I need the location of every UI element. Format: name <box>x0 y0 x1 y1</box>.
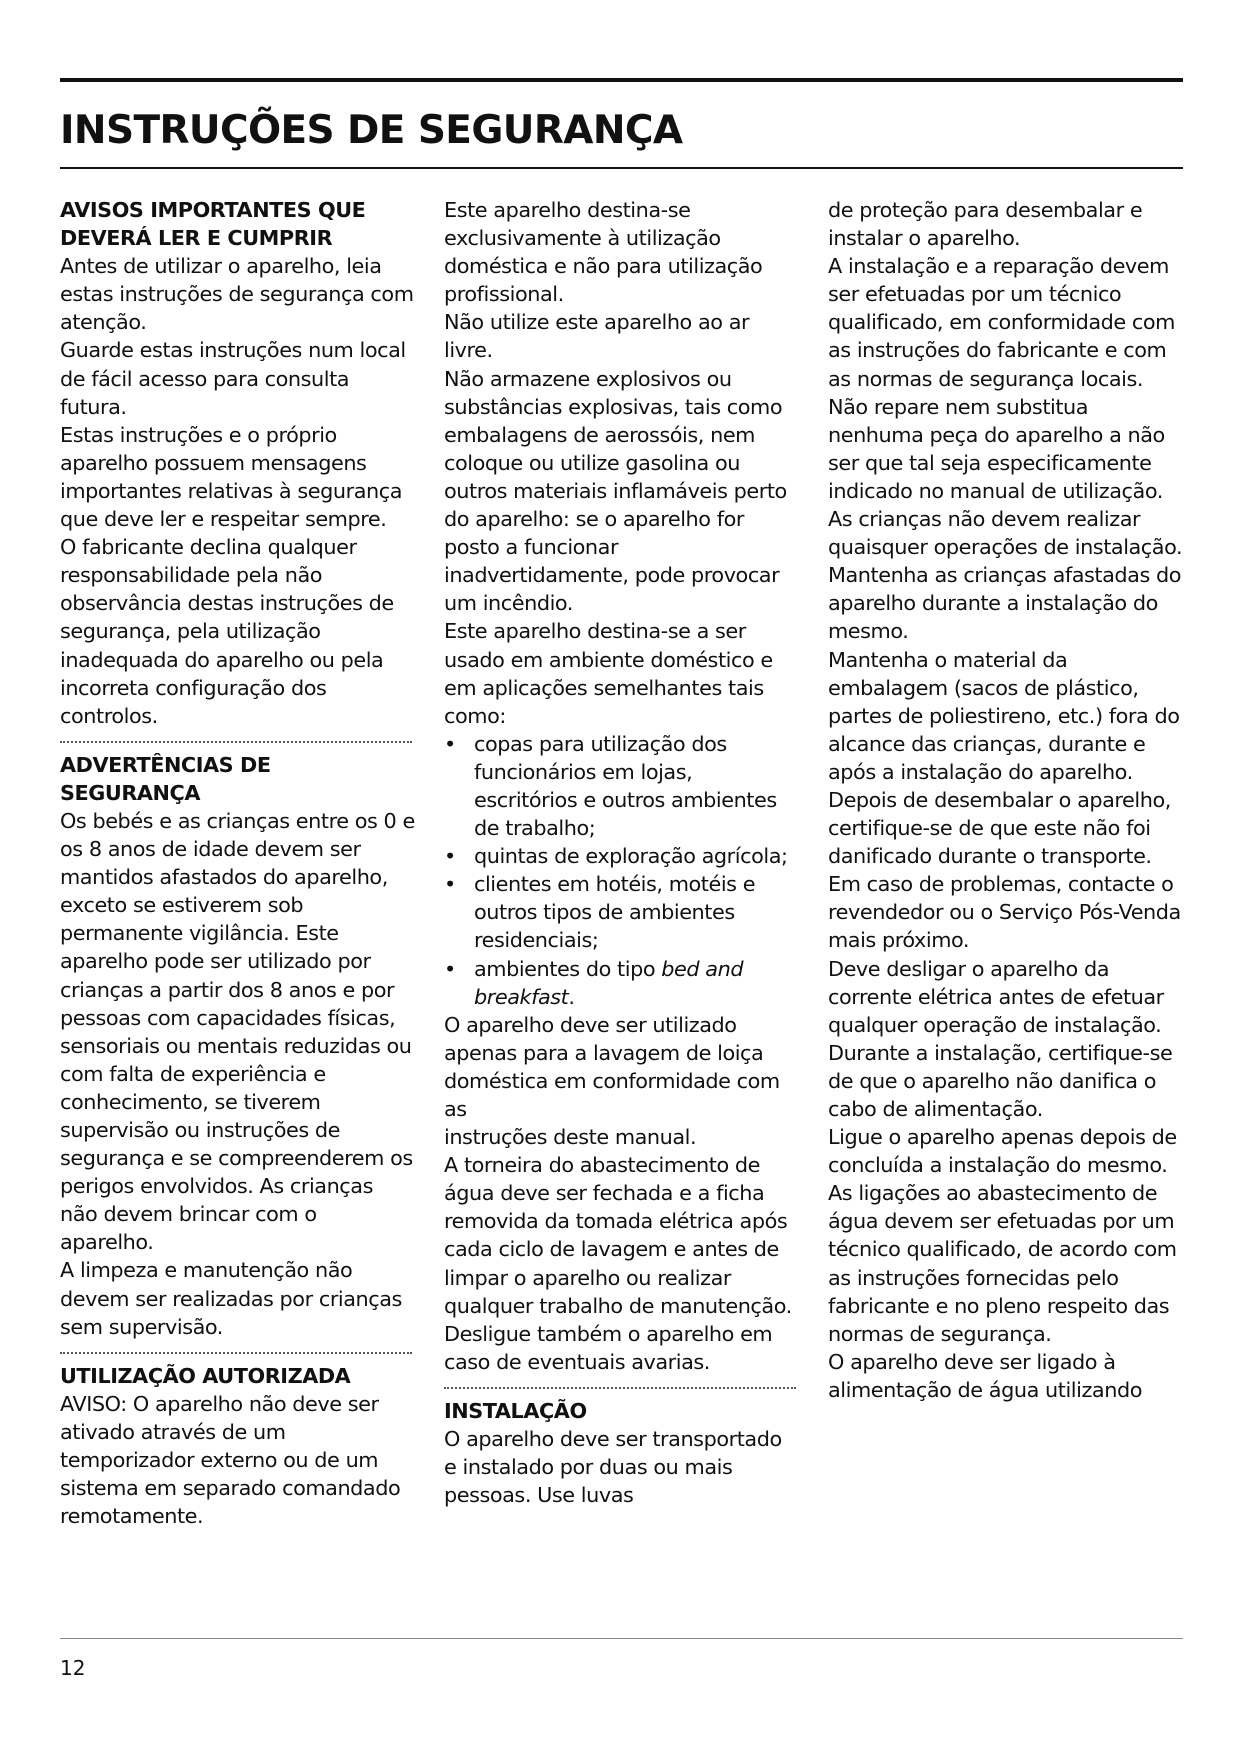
paragraph: Mantenha o material da embalagem (sacos de plástico, partes de poliestireno, etc.) fora do alcance das crianças, durante e após a instalação do aparelho. <box>828 647 1180 784</box>
section-heading-advertencias: ADVERTÊNCIAS DE SEGURANÇA <box>60 752 271 805</box>
paragraph: de proteção para desembalar e instalar o aparelho. <box>828 198 1143 251</box>
list-item <box>444 870 799 954</box>
paragraph: Não utilize este aparelho ao ar livre. <box>444 310 750 363</box>
paragraph: Guarde estas instruções num local de fácil acesso para consulta futura. <box>60 338 406 419</box>
column-1 <box>60 196 415 1530</box>
paragraph: Antes de utilizar o aparelho, leia estas instruções de segurança com atenção. <box>60 254 414 335</box>
bottom-rule <box>60 1638 1183 1639</box>
paragraph: Ligue o aparelho apenas depois de concluída a instalação do mesmo. <box>828 1125 1177 1178</box>
paragraph: Este aparelho destina-se exclusivamente à utilização doméstica e não para utilização profissional. <box>444 198 763 307</box>
paragraph: O aparelho deve ser ligado à alimentação de água utilizando <box>828 1349 1142 1402</box>
paragraph: Não armazene explosivos ou substâncias explosivas, tais como embalagens de aerossóis, nem coloque ou utilize gasolina ou outros materiais inflamáveis perto do aparelho: se o aparelho for posto a funcionar inadvertidamente, pode provocar um incêndio. <box>444 366 787 616</box>
list-item-text-prefix: ambientes do tipo <box>474 956 656 981</box>
paragraph: As ligações ao abastecimento de água devem ser efetuadas por um técnico qualificado, de acordo com as instruções fornecidas pelo fabricante e no pleno respeito das normas de segurança. <box>828 1181 1177 1346</box>
paragraph: A limpeza e manutenção não devem ser realizadas por crianças sem supervisão. <box>60 1258 402 1339</box>
bullet-list <box>444 730 799 1011</box>
page-number: 12 <box>60 1656 86 1680</box>
section-heading-utilizacao: UTILIZAÇÃO AUTORIZADA <box>60 1363 351 1388</box>
paragraph: instruções deste manual. <box>444 1125 697 1150</box>
list-item <box>444 842 799 870</box>
column-3 <box>828 196 1183 1404</box>
paragraph: Desligue também o aparelho em caso de eventuais avarias. <box>444 1321 773 1374</box>
list-item <box>444 955 799 1011</box>
list-item-text: copas para utilização dos funcionários em lojas, escritórios e outros ambientes de trabalho; <box>474 731 777 841</box>
paragraph: Deve desligar o aparelho da corrente elétrica antes de efetuar qualquer operação de instalação. <box>828 956 1164 1037</box>
list-item-text: clientes em hotéis, motéis e outros tipos de ambientes residenciais; <box>474 872 756 953</box>
paragraph: A torneira do abastecimento de água deve ser fechada e a ficha removida da tomada elétrica após cada ciclo de lavagem e antes de limpar o aparelho ou realizar qualquer trabalho de manutenção. <box>444 1153 792 1318</box>
paragraph: Os bebés e as crianças entre os 0 e os 8 anos de idade devem ser mantidos afastados do aparelho, exceto se estiverem sob permanente vigilância. Este aparelho pode ser utilizado por crianças a partir dos 8 anos e por pessoas com capacidades físicas, sensoriais ou mentais reduzidas ou com falta de experiência e conhecimento, se tiverem supervisão ou instruções de segurança e se compreenderem os perigos envolvidos. As crianças não devem brincar com o aparelho. <box>60 808 415 1255</box>
dotted-separator <box>444 1387 796 1389</box>
list-item <box>444 730 799 842</box>
list-item-text-italic: bed and breakfast <box>474 956 744 1009</box>
top-rule <box>60 78 1183 82</box>
list-item-text: quintas de exploração agrícola; <box>474 844 788 869</box>
bullet-icon: • <box>444 956 456 981</box>
page-title: INSTRUÇÕES DE SEGURANÇA <box>60 108 683 153</box>
paragraph: O fabricante declina qualquer responsabilidade pela não observância destas instruções de segurança, pela utilização inadequada do aparelho ou pela incorreta configuração dos controlos. <box>60 535 394 728</box>
paragraph: AVISO: O aparelho não deve ser ativado através de um temporizador externo ou de um sistema em separado comandado remotamente. <box>60 1391 401 1529</box>
paragraph: Estas instruções e o próprio aparelho possuem mensagens importantes relativas à segurança que deve ler e respeitar sempre. <box>60 422 402 532</box>
bullet-icon: • <box>444 872 456 897</box>
column-2 <box>444 196 799 1509</box>
section-heading-avisos: AVISOS IMPORTANTES QUE DEVERÁ LER E CUMPRIR <box>60 198 366 251</box>
paragraph: O aparelho deve ser transportado e instalado por duas ou mais pessoas. Use luvas <box>444 1427 782 1508</box>
paragraph: O aparelho deve ser utilizado apenas para a lavagem de loiça doméstica em conformidade com as <box>444 1012 780 1121</box>
paragraph: As crianças não devem realizar quaisquer operações de instalação. Mantenha as crianças afastadas do aparelho durante a instalação do mesmo. <box>828 507 1183 644</box>
section-heading-instalacao: INSTALAÇÃO <box>444 1398 587 1423</box>
paragraph: Depois de desembalar o aparelho, certifique-se de que este não foi danificado durante o transporte. Em caso de problemas, contacte o revendedor ou o Serviço Pós-Venda mais próximo. <box>828 787 1181 953</box>
paragraph: Este aparelho destina-se a ser usado em ambiente doméstico e em aplicações semelhantes tais como: <box>444 619 773 728</box>
dotted-separator <box>60 741 412 743</box>
bullet-icon: • <box>444 731 456 756</box>
paragraph: Não repare nem substitua nenhuma peça do aparelho a não ser que tal seja especificamente indicado no manual de utilização. <box>828 394 1165 503</box>
title-rule <box>60 167 1183 169</box>
paragraph: Durante a instalação, certifique-se de que o aparelho não danifica o cabo de alimentação. <box>828 1040 1173 1121</box>
bullet-icon: • <box>444 844 456 869</box>
dotted-separator <box>60 1352 412 1354</box>
list-item-text-suffix: . <box>568 984 575 1009</box>
paragraph: A instalação e a reparação devem ser efetuadas por um técnico qualificado, em conformidade com as instruções do fabricante e com as normas de segurança locais. <box>828 254 1175 391</box>
